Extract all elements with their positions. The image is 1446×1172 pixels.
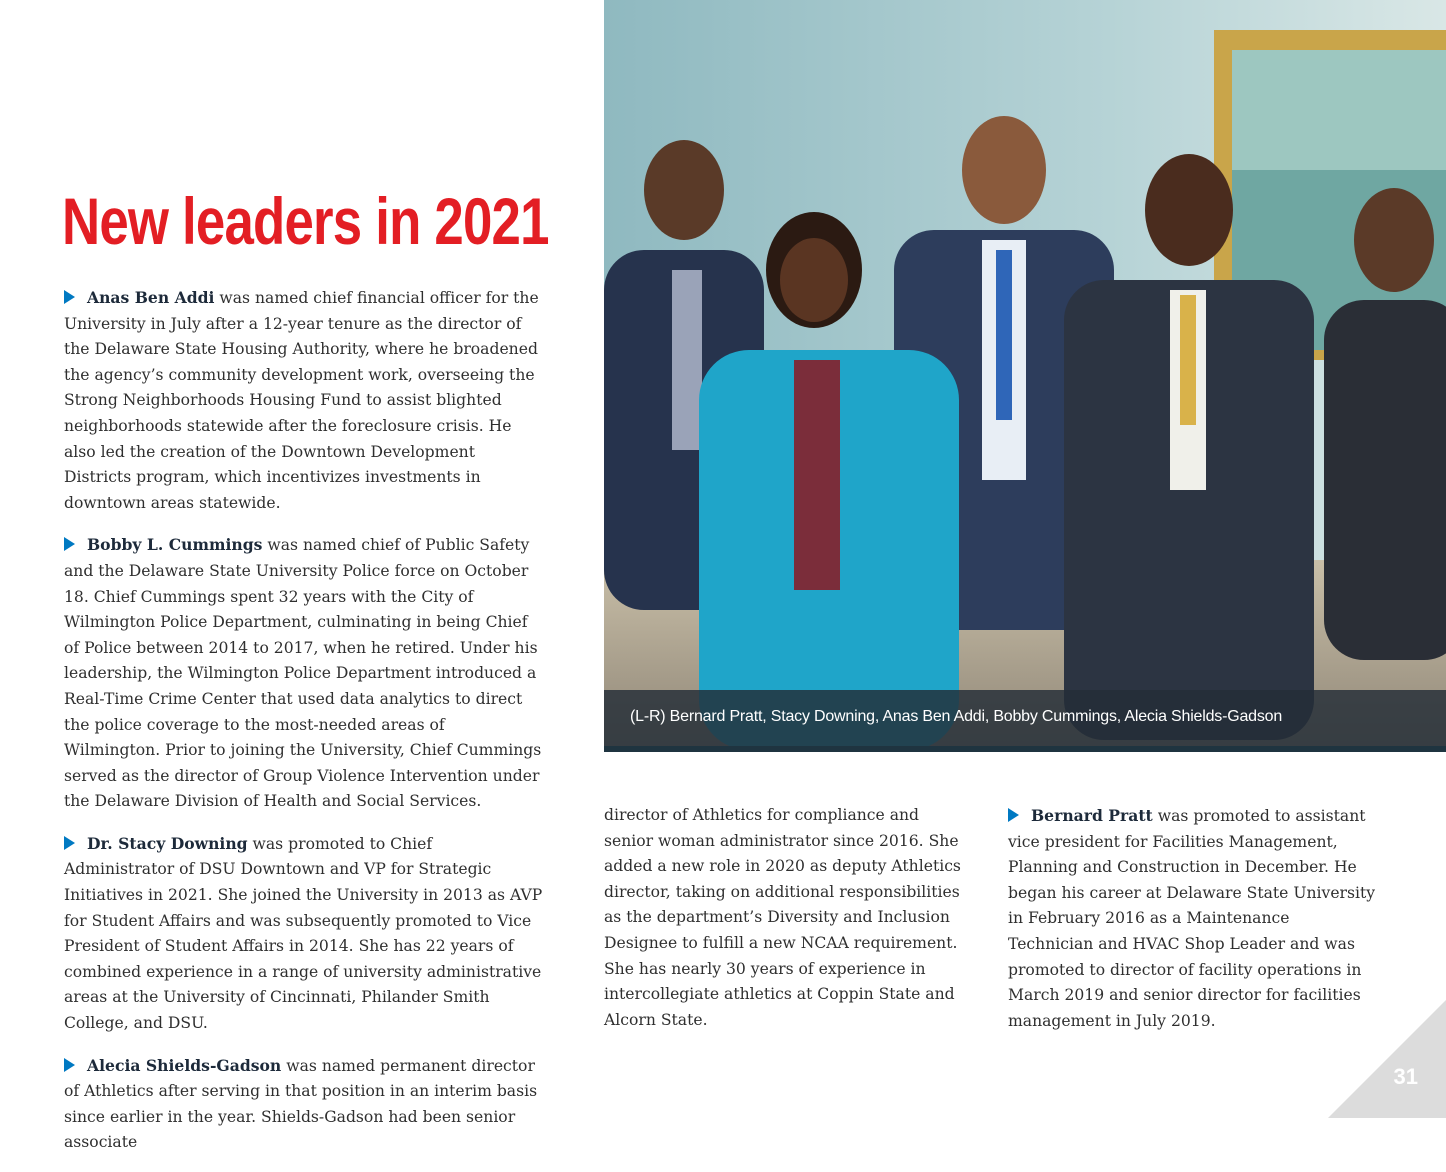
bullet-arrow-icon: [1008, 808, 1019, 822]
page-headline: New leaders in 2021: [62, 184, 549, 258]
left-text-column: [64, 285, 544, 1172]
bio-paragraph: [64, 1053, 544, 1156]
bio-paragraph: [1008, 803, 1378, 1034]
bio-name: Anas Ben Addi: [87, 288, 215, 307]
bio-text: was named chief financial officer for the University in July after a 12-year tenure as the director of the Delaware State Housing Authority, where he broadened the agency’s community development work, overseeing the Strong Neighborhoods Housing Fund to assist blighted neighborhoods statewide after the foreclosure crisis. He also led the creation of the Downtown Development Districts program, which incentivizes investments in downtown areas statewide.: [64, 289, 539, 512]
group-photo-illustration: [604, 0, 1446, 752]
bullet-arrow-icon: [64, 1058, 75, 1072]
photo-caption-bar: [604, 690, 1446, 752]
bio-name: Dr. Stacy Downing: [87, 833, 248, 853]
bio-text: was promoted to Chief Administrator of DSU Downtown and VP for Strategic Initiatives in 2021. She joined the University in 2013 as AVP for Student Affairs and was subsequently promoted to Vice President of Student Affairs in 2014. She has 22 years of combined experience in a range of university administrative areas at the University of Cincinnati, Philander Smith College, and DSU.: [64, 834, 543, 1033]
bio-paragraph: [64, 285, 544, 516]
bio-name: Alecia Shields-Gadson: [87, 1055, 282, 1075]
page-number: 31: [1393, 1064, 1418, 1089]
right-text-column: [1008, 803, 1378, 1050]
bio-text: was named permanent director of Athletics after serving in that position in an interim basis since earlier in the year. Shields-Gadson had been senior associate: [64, 1056, 538, 1152]
bio-name: Bobby L. Cummings: [87, 535, 263, 555]
bio-text: was named chief of Public Safety and the Delaware State University Police force on October 18. Chief Cummings spent 32 years with the City of Wilmington Police Department, culminating in being Chief of Police between 2014 to 2017, when he retired. Under his leadership, the Wilmington Police Department introduced a Real-Time Crime Center that used data analytics to direct the police coverage to the most-needed areas of Wilmington. Prior to joining the University, Chief Cummings served as the director of Group Violence Intervention under the Delaware Division of Health and Social Services.: [64, 536, 542, 811]
page-corner-triangle: [1328, 1000, 1446, 1118]
bullet-arrow-icon: [64, 537, 75, 551]
photo-caption: (L-R) Bernard Pratt, Stacy Downing, Anas Ben Addi, Bobby Cummings, Alecia Shields-Gadson: [630, 708, 1283, 725]
bio-paragraph: [64, 532, 544, 815]
middle-text-column: [604, 803, 964, 1049]
bio-name: Bernard Pratt: [1031, 806, 1153, 825]
bullet-arrow-icon: [64, 836, 75, 850]
bio-continuation: director of Athletics for compliance and senior woman administrator since 2016. She added a new role in 2020 as deputy Athletics director, taking on additional responsibilities as the department’s Diversity and Inclusion Designee to fulfill a new NCAA requirement. She has nearly 30 years of experience in intercollegiate athletics at Coppin State and Alcorn State.: [604, 806, 961, 1029]
bio-text: was promoted to assistant vice president for Facilities Management, Planning and Construction in December. He began his career at Delaware State University in February 2016 as a Maintenance Technician and HVAC Shop Leader and was promoted to director of facility operations in March 2019 and senior director for facilities management in July 2019.: [1008, 807, 1376, 1030]
bullet-arrow-icon: [64, 290, 75, 304]
group-photo: [604, 0, 1446, 752]
bio-paragraph: [64, 831, 544, 1037]
